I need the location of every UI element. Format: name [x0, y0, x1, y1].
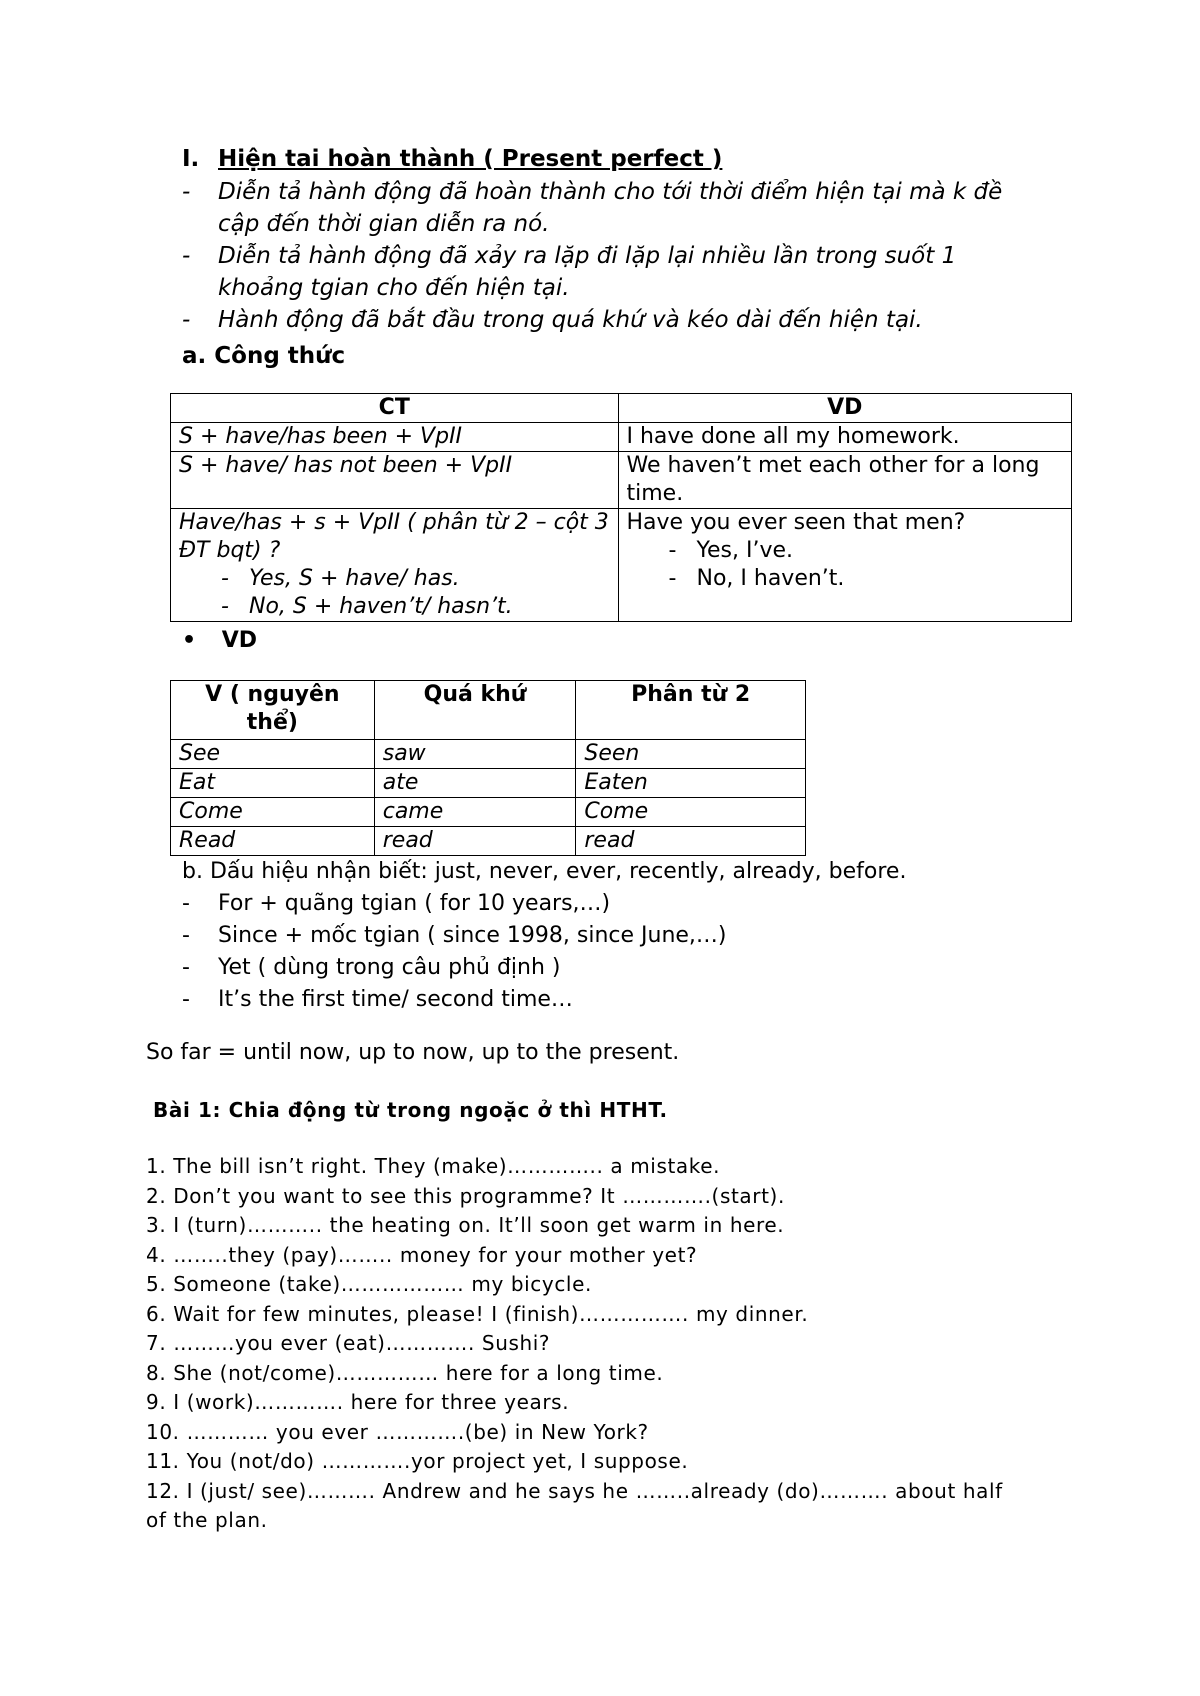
- usage-list: - Diễn tả hành động đã hoàn thành cho tới thời điểm hiện tại mà k đề cập đến thời gian diễn ra nó. - Diễn tả hành động đã xảy ra lặp đi lặp lại nhiều lần trong suốt 1 khoảng tgian cho đến hiện tại. - Hành động đã bắt đầu trong quá khứ và kéo dài đến hiện tại.: [182, 176, 1062, 336]
- exercise-list: [146, 1152, 1066, 1536]
- table-row: [171, 509, 1072, 622]
- bullet-icon: •: [182, 628, 197, 653]
- exercise-item: of the plan.: [146, 1508, 268, 1532]
- usage-line: Hành động đã bắt đầu trong quá khứ và kéo dài đến hiện tại.: [218, 307, 923, 333]
- exercise-item: 3. I (turn)……….. the heating on. It’ll soon get warm in here.: [146, 1213, 785, 1237]
- exercise-item: 11. You (not/do) ………….yor project yet, I suppose.: [146, 1449, 689, 1473]
- answer-yes-example: - Yes, I’ve.: [668, 538, 794, 563]
- exercise-item: 9. I (work)…………. here for three years.: [146, 1390, 570, 1414]
- exercise-item: 12. I (just/ see)………. Andrew and he says he ……..already (do)………. about half: [146, 1478, 1003, 1503]
- header-vd: VD: [618, 394, 1072, 423]
- header-past: Quá khứ: [374, 681, 576, 740]
- exercise-item: 7. ………you ever (eat)…………. Sushi?: [146, 1331, 551, 1355]
- verb-cell: Seen: [576, 740, 806, 769]
- exercise-item: 10. ………… you ever ………….(be) in New York?: [146, 1419, 649, 1444]
- usage-line: cập đến thời gian diễn ra nó.: [218, 211, 550, 237]
- sign-item: For + quãng tgian ( for 10 years,…): [218, 891, 611, 916]
- table-header-row: [171, 681, 806, 740]
- table-header-row: [171, 394, 1072, 423]
- verb-cell: read: [374, 827, 576, 856]
- vd-bullet: • VD: [182, 628, 258, 653]
- exercise-item: 1. The bill isn’t right. They (make)………….. a mistake.: [146, 1154, 721, 1178]
- answer-no-example: - No, I haven’t.: [668, 566, 845, 591]
- formula-cell: [171, 509, 619, 622]
- usage-line: khoảng tgian cho đến hiện tại.: [218, 275, 570, 301]
- table-row: [171, 740, 806, 769]
- example-cell: We haven’t met each other for a long time.: [618, 452, 1072, 509]
- signs-list: - For + quãng tgian ( for 10 years,…) - Since + mốc tgian ( since 1998, since June,…) - Yet ( dùng trong câu phủ định ) - It’s the first time/ second time…: [182, 888, 1062, 1018]
- formula-heading: a. Công thức: [182, 343, 346, 369]
- table-row: [171, 423, 1072, 452]
- exercise-title: Bài 1: Chia động từ trong ngoặc ở thì HTHT.: [153, 1098, 668, 1122]
- exercise-item: 2. Don’t you want to see this programme? It ………….(start).: [146, 1183, 785, 1208]
- exercise-item: 5. Someone (take)……………… my bicycle.: [146, 1272, 592, 1296]
- formula-table: [170, 393, 1072, 622]
- question-formula: Have/has + s + VpII ( phân từ 2 – cột 3 ĐT bqt) ?: [179, 510, 609, 563]
- table-row: [171, 827, 806, 856]
- section-heading: [182, 146, 882, 176]
- formula-cell: S + have/has been + VpII: [171, 423, 619, 452]
- header-infinitive: V ( nguyên thể): [171, 681, 375, 740]
- sign-item: Since + mốc tgian ( since 1998, since June,…): [218, 923, 727, 948]
- verb-cell: See: [171, 740, 375, 769]
- verb-cell: came: [374, 798, 576, 827]
- section-title: Hiện tai hoàn thành ( Present perfect ): [218, 146, 723, 172]
- header-participle: Phân từ 2: [576, 681, 806, 740]
- table-row: [171, 798, 806, 827]
- verb-cell: saw: [374, 740, 576, 769]
- verb-cell: ate: [374, 769, 576, 798]
- signs-heading: b. Dấu hiệu nhận biết: just, never, ever, recently, already, before.: [182, 859, 907, 884]
- header-ct: CT: [171, 394, 619, 423]
- question-example: Have you ever seen that men?: [626, 510, 966, 535]
- verb-cell: Eat: [171, 769, 375, 798]
- verb-cell: Come: [171, 798, 375, 827]
- formula-cell: S + have/ has not been + VpII: [171, 452, 619, 509]
- exercise-item: 4. ……..they (pay)…….. money for your mother yet?: [146, 1242, 698, 1267]
- exercise-item: 8. She (not/come)…………… here for a long time.: [146, 1360, 664, 1385]
- answer-no-formula: - No, S + haven’t/ hasn’t.: [221, 594, 513, 619]
- answer-yes-formula: - Yes, S + have/ has.: [221, 566, 460, 591]
- example-cell: [618, 509, 1072, 622]
- example-cell: I have done all my homework.: [618, 423, 1072, 452]
- usage-line: Diễn tả hành động đã hoàn thành cho tới thời điểm hiện tại mà k đề: [218, 179, 1003, 205]
- section-number: I.: [182, 146, 200, 172]
- table-row: [171, 452, 1072, 509]
- so-far-note: So far = until now, up to now, up to the present.: [146, 1040, 680, 1065]
- verb-table: [170, 680, 806, 856]
- verb-cell: Eaten: [576, 769, 806, 798]
- sign-item: It’s the first time/ second time…: [218, 987, 573, 1012]
- sign-item: Yet ( dùng trong câu phủ định ): [218, 955, 561, 980]
- exercise-item: 6. Wait for few minutes, please! I (finish)……………. my dinner.: [146, 1301, 809, 1326]
- verb-cell: Come: [576, 798, 806, 827]
- verb-cell: read: [576, 827, 806, 856]
- verb-cell: Read: [171, 827, 375, 856]
- table-row: [171, 769, 806, 798]
- usage-line: Diễn tả hành động đã xảy ra lặp đi lặp lại nhiều lần trong suốt 1: [218, 243, 957, 269]
